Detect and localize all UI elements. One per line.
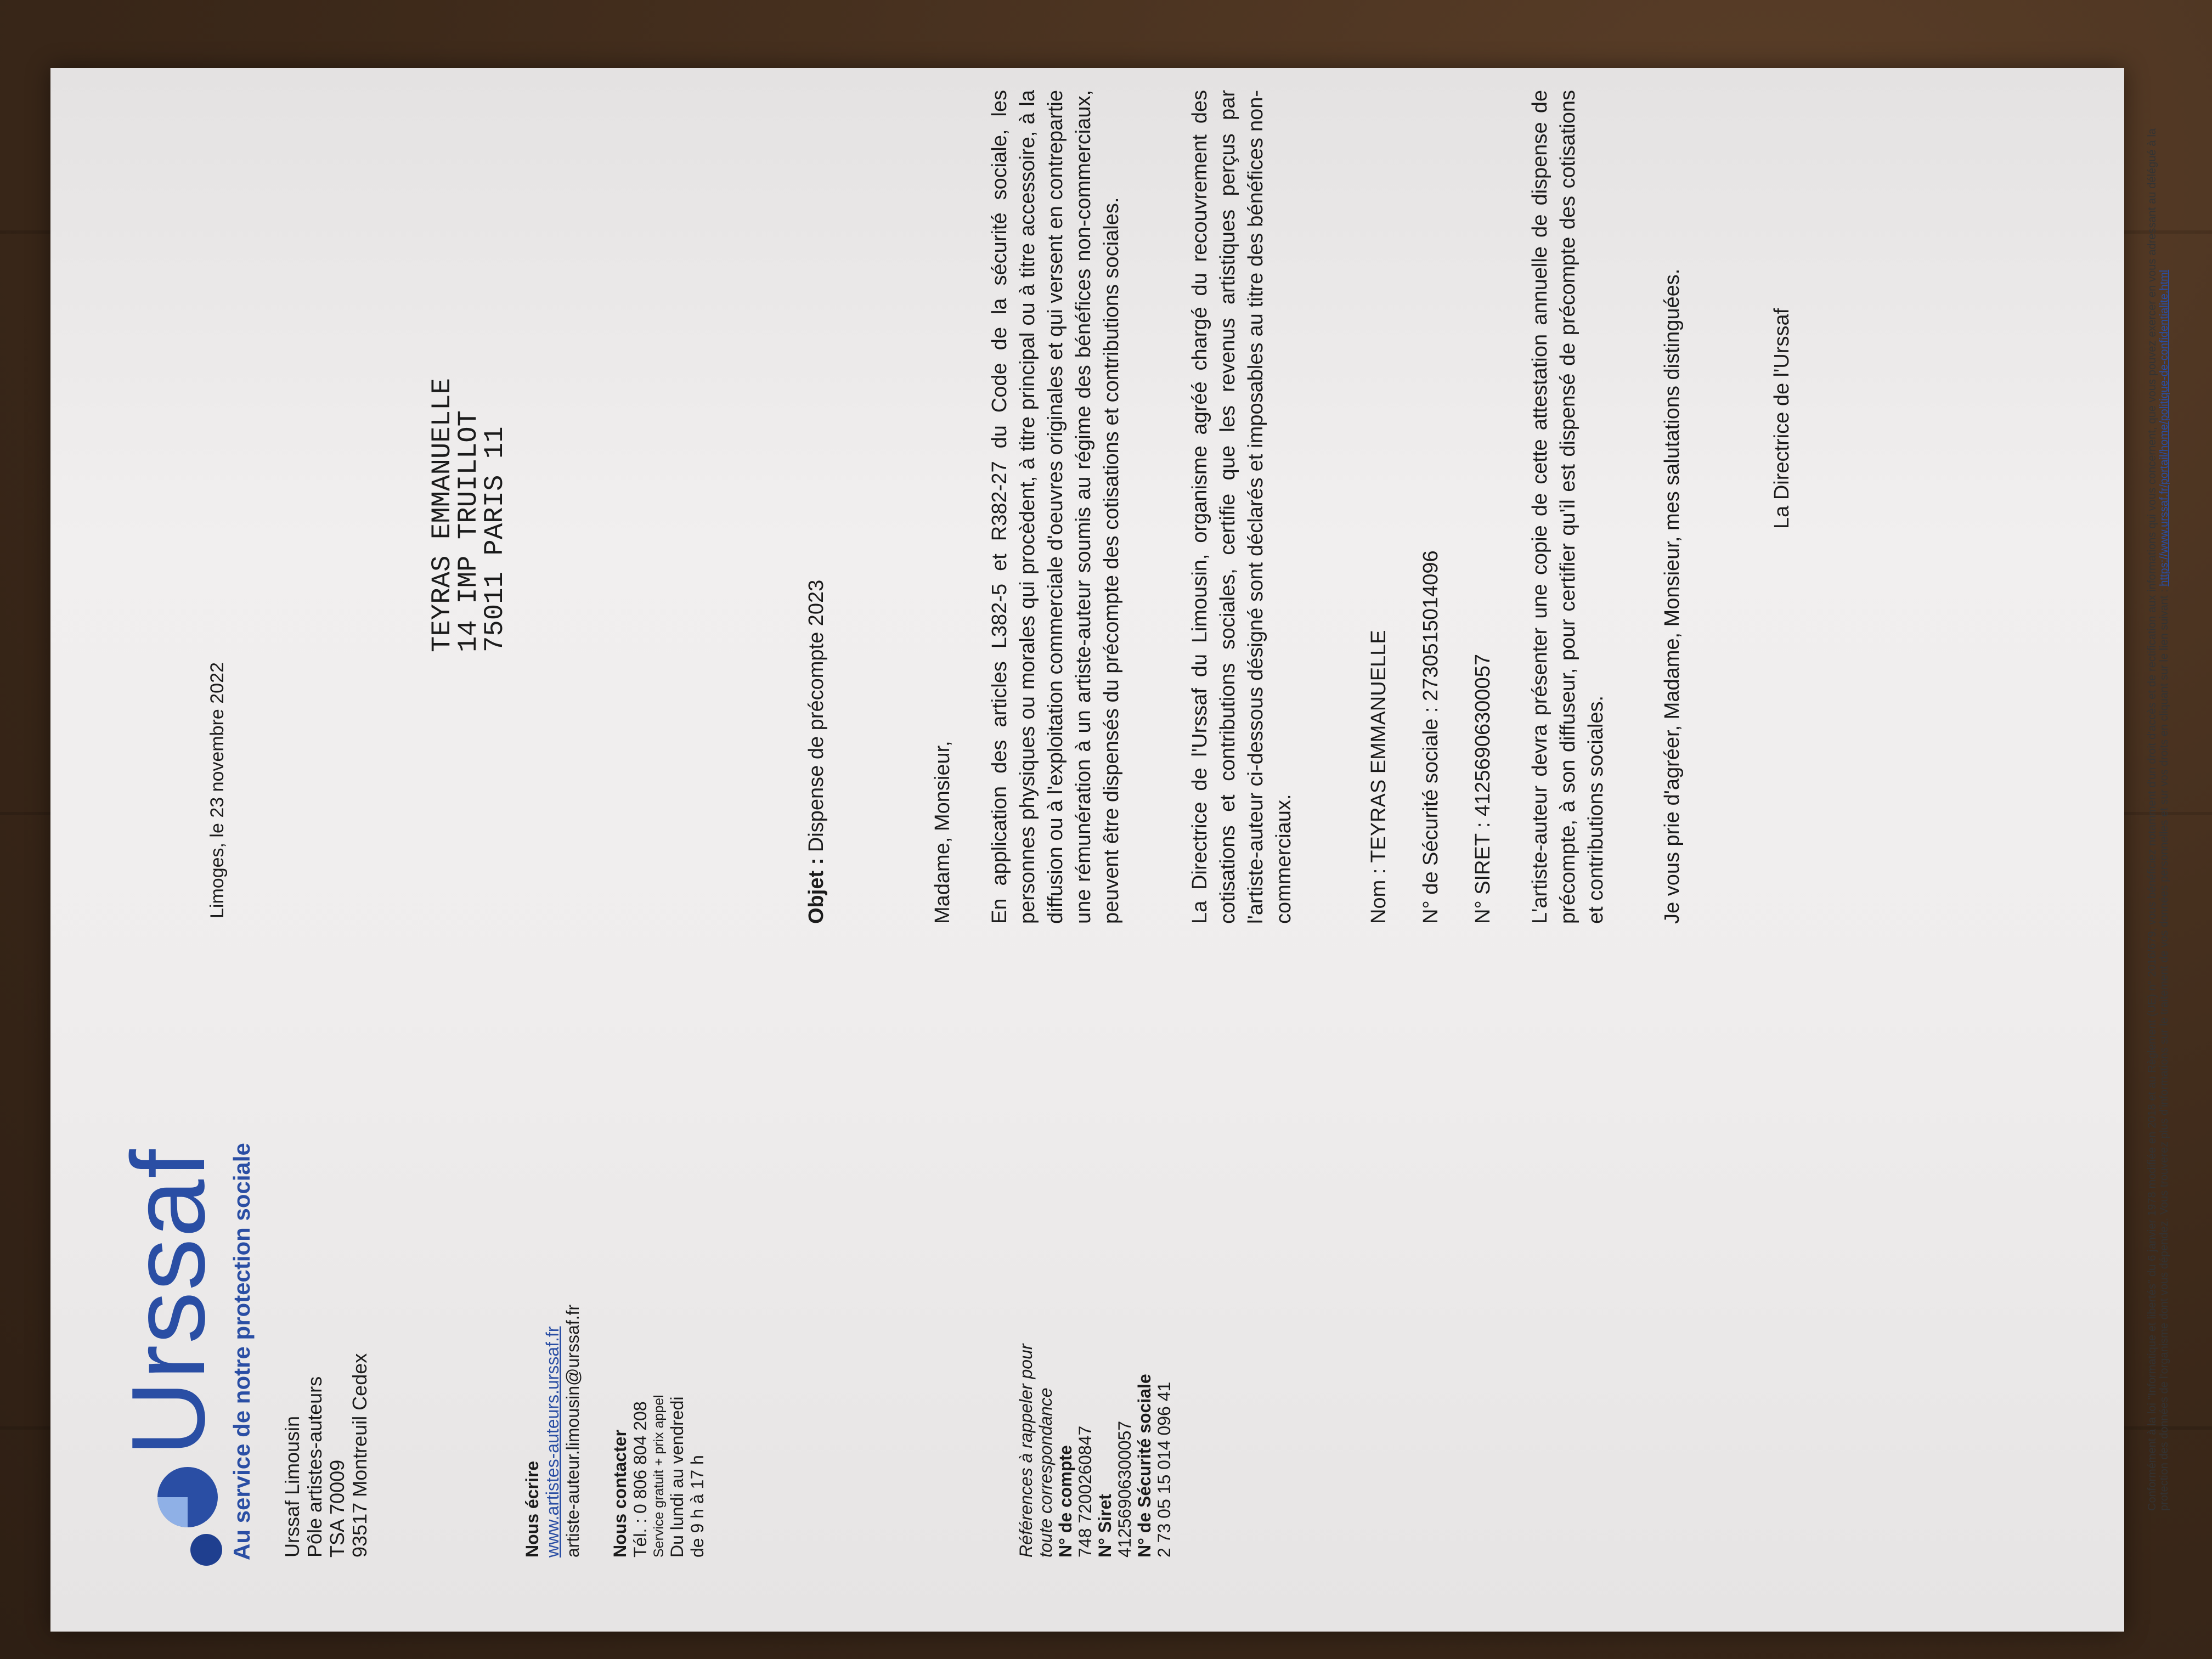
website-link[interactable]: www.artistes-auteurs.urssaf.fr: [543, 1326, 562, 1558]
subject-label: Objet :: [805, 857, 828, 924]
subject-value: Dispense de précompte 2023: [805, 579, 828, 853]
urssaf-logo: [110, 1028, 232, 1566]
account-label: N° de compte: [1056, 1445, 1075, 1558]
nous-ecrire-title: Nous écrire: [522, 1460, 542, 1558]
body-paragraph: En application des articles L382-5 et R382-27 du Code de la sécurité sociale, les personnes physiques ou morales qui procèdent, à titre principal ou à titre accessoire, à la diffusion ou à l'exploitation commerciale d'oeuvres originales et qui versent en contrepartie une rémunération à un artiste-auteur soumis au régime des bénéfices non-commerciaux, peuvent être dispensés du précompte des cotisations et contributions sociales.: [988, 90, 1123, 924]
letter-date: Limoges, le 23 novembre 2022: [207, 662, 228, 918]
opening-days: Du lundi au vendredi: [667, 1396, 687, 1558]
sender-line: TSA 70009: [326, 1459, 348, 1558]
recipient-line: TEYRAS EMMANUELLE: [427, 378, 458, 652]
urssaf-logo-icon: [138, 1462, 221, 1566]
nous-contacter-block: [610, 1395, 708, 1558]
recipient-line: 14 IMP TRUILLOT: [453, 410, 484, 652]
references-intro: toute correspondance: [1036, 1387, 1056, 1558]
recipient-address: [429, 378, 508, 652]
nous-ecrire-block: [522, 1305, 583, 1558]
privacy-link[interactable]: https://www.urssaf.fr/portail/home/politique-de-confidentialite.html: [2158, 269, 2170, 586]
secu-label: N° de Sécurité sociale: [1135, 1374, 1154, 1558]
holder-secu-number: N° de Sécurité sociale : 2730515014096: [1419, 550, 1442, 924]
references-block: [1016, 1344, 1174, 1558]
account-value: 748 7200260847: [1075, 1425, 1095, 1558]
references-intro: Références à rappeler pour: [1016, 1344, 1036, 1558]
letter-subject: [805, 580, 828, 924]
secu-value: 2 73 05 15 014 096 41: [1154, 1381, 1174, 1558]
legal-notice: [2146, 128, 2170, 1511]
email-address: artiste-auteur.limousin@urssaf.fr: [563, 1304, 583, 1558]
legal-text: Conformément à la loi "Informatique et libertés" du 6 janvier 1978 modifiée en 2018 et au Règlement (UE) n° 2016/679, vous bénéficiez notamment d'un droit d'accès et de rectification aux informations qui vous concernent, que vous pouvez exercer en vous adressant au délégué à la protection des données de l'organisme dont vous dépendez. Vous trouverez plus d'informations sur le traitement de vos données personnelles et sur vos droits en cliquant sur le lien suivant :: [2146, 128, 2170, 1511]
closing-formula: Je vous prie d'agréer, Madame, Monsieur, mes salutations distinguées.: [1661, 268, 1684, 924]
logo-wordmark: Urssaf: [110, 1148, 227, 1456]
signature: La Directrice de l'Urssaf: [1770, 308, 1793, 529]
body-paragraph: La Directrice de l'Urssaf du Limousin, organisme agréé chargé du recouvrement des cotisations et contributions sociales, certifie que les revenus artistiques perçus par l'artiste-auteur ci-dessous désigné sont déclarés et imposables au titre des bénéfices non-commerciaux.: [1188, 90, 1295, 924]
sender-line: 93517 Montreuil Cedex: [348, 1353, 371, 1558]
phone-number: Tél. : 0 806 804 208: [630, 1401, 650, 1558]
siret-value: 41256906300057: [1115, 1420, 1135, 1558]
siret-label: N° Siret: [1095, 1494, 1115, 1558]
phone-note: Service gratuit + prix appel: [651, 1395, 667, 1558]
opening-hours: de 9 h à 17 h: [687, 1455, 707, 1558]
nous-contacter-title: Nous contacter: [610, 1430, 630, 1558]
sender-line: Urssaf Limousin: [281, 1415, 303, 1558]
holder-siret: N° SIRET : 41256906300057: [1471, 654, 1494, 924]
body-paragraph: L'artiste-auteur devra présenter une copie de cette attestation annuelle de dispense de précompte, à son diffuseur, pour certifier qu'il est dispensé de précompte des cotisations et contributions sociales.: [1528, 90, 1607, 924]
letter-page: [50, 68, 2170, 1632]
salutation: Madame, Monsieur,: [931, 741, 954, 924]
holder-name: Nom : TEYRAS EMMANUELLE: [1367, 630, 1390, 924]
tagline: Au service de notre protection sociale: [229, 1143, 255, 1560]
sender-address: [281, 1353, 371, 1558]
sender-line: Pôle artistes-auteurs: [303, 1376, 326, 1558]
recipient-line: 75011 PARIS 11: [479, 426, 510, 652]
